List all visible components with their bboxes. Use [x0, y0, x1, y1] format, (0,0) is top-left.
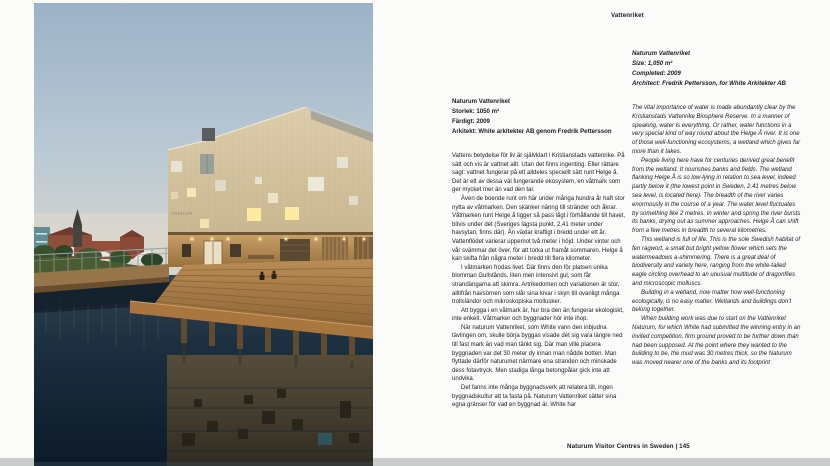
- paragraph: The vital importance of water is made abundantly clear by the Kristianstads Vattenrike Biosphere Reserve. In a manner of speaking, water is everything. Or rather, water functions in a very special kind of way round about the Helge Å river. It is one of those well-functioning ecosystems, a wetland which gives far more than it takes.: [632, 105, 801, 155]
- project-title: Naturum Vattenriket: [632, 50, 691, 57]
- naturum-vattenriket-photo: [34, 3, 373, 466]
- paragraph: Vattens betydelse för liv är självklart i Kristianstads vattenrike. På sätt och vis är vattnet allt. Utan det finns ingenting. Eller rättare sagt: vattnet fungerar på ett alldeles speciellt sätt runt Helge å. Det är ett av dessa väl fungerande ekosystem, en våtmark som ger mycket mer än vad den tar.: [452, 153, 625, 194]
- page-number-footer: Naturum Visitor Centres in Sweden | 145: [567, 443, 690, 450]
- swedish-heading: [452, 97, 628, 137]
- swedish-text-column: [452, 97, 628, 410]
- project-size: Storlek: 1050 m²: [452, 108, 500, 115]
- project-title: Naturum Vattenriket: [452, 98, 510, 105]
- project-architect: Architect: Fredrik Pettersson, for White Arkitekter AB: [632, 80, 786, 87]
- facade-sign: naturum: [171, 211, 193, 217]
- english-heading: [632, 49, 802, 89]
- paragraph: People living here have for centuries derived great benefit from the wetland. It nourishes banks and fields. The wetland flanking Helge Å is so low-lying in relation to sea level, indeed partly below it (the lowest point in Sweden, 2.41 metres below sea level, is located here). The breadth of the river varies enormously in the course of a year. The water level fluctuates by something like 2 metres. In winter and spring the river bursts its banks, drying out as summer approaches. Helge Å can shift from a few metres in breadth to several kilometres.: [632, 157, 801, 235]
- paragraph: Även de boende runt om här under många hundra år haft stor nytta av våtmarken. Den skänker näring till stränder och åkrar. Våtmarken runt Helge å ligger så pass lågt i förhållande till havet, bitvis under det (Sveriges lägsta punkt, 2,41 meter under havsytan, finns där). Ån växlar kraftigt i bredd under ett år. Vattenflödet varierar uppemot två meter i höjd. Under vinter och vår svämmar det över, för att torka ut framåt sommaren. Helge å kan skifta från några meter i bredd till flera kilometer.: [452, 195, 626, 263]
- paragraph: När naturum Vattenriket, som White vann den inbjudna tävlingen om, skulle börja byggas visade det sig vara längre ned till fast mark än vad man tänkt sig. Där man ville placera byggnaden var det 30 meter dy innan man nådde botten. Man flyttade därför naturumet närmare ena stranden och minskade dess fotavtryck. Men stadiga långa betongpålar gick inte att undvika.: [452, 324, 623, 383]
- running-header: Vattenriket: [611, 12, 644, 19]
- paragraph: I våtmarken frodas livet. Där finns den för platsen unika blomman Gullstånds, liten men intensivt gul, som får strandängarna att skimra. Artrikedomen och variationen är stor, alltifrån havsörnen som slår sina lovar i skyn till ovanligt många trollsländor och mikroskopiska mollusker.: [452, 264, 620, 306]
- photo-illustration: [34, 3, 373, 466]
- paragraph: When building work was due to start on the Vattenriket Naturum, for which White had submitted the winning entry in an invited competition, firm ground proved to be further down than had been supposed. At the point where they wanted to the building to be, the mud was 30 metres thick, so the Naturum was moved nearer one of the banks and its footprint: [632, 316, 801, 367]
- paragraph: Det fanns inte många byggnadsverk att relatera till, ingen byggnadskultur att ta fasta på. Naturum Vattenriket sätter sina egna gränser för vad en byggnad är. White har: [452, 385, 617, 409]
- english-text-column: [632, 49, 802, 368]
- project-completed: Färdigt: 2009: [452, 118, 490, 125]
- paragraph: Att bygga i en våtmark är, hur bra den än fungerar ekologiskt, inte enkelt. Våtmarker och byggnader hör inte ihop.: [452, 307, 624, 323]
- roof-vent: [202, 128, 215, 141]
- project-completed: Completed: 2009: [632, 70, 681, 77]
- paragraph: Building in a wetland, now matter how well-functioning ecologically, is no easy matter. Wetlands and buildings don't belong together.: [632, 289, 792, 314]
- project-size: Size: 1,050 m²: [632, 60, 673, 67]
- paragraph: This wetland is full of life. This is the sole Swedish habitat of fen ragwort, a small but bright yellow flower which sets the watermeadows a-shimmering. There is a great deal of biodiversity and variety here, ranging from the white-tailed eagle circling overhead to an unusual multitude of dragonflies and microscopic molluscs.: [632, 236, 801, 287]
- project-architect: Arkitekt: White arkitekter AB genom Fredrik Pettersson: [452, 128, 612, 135]
